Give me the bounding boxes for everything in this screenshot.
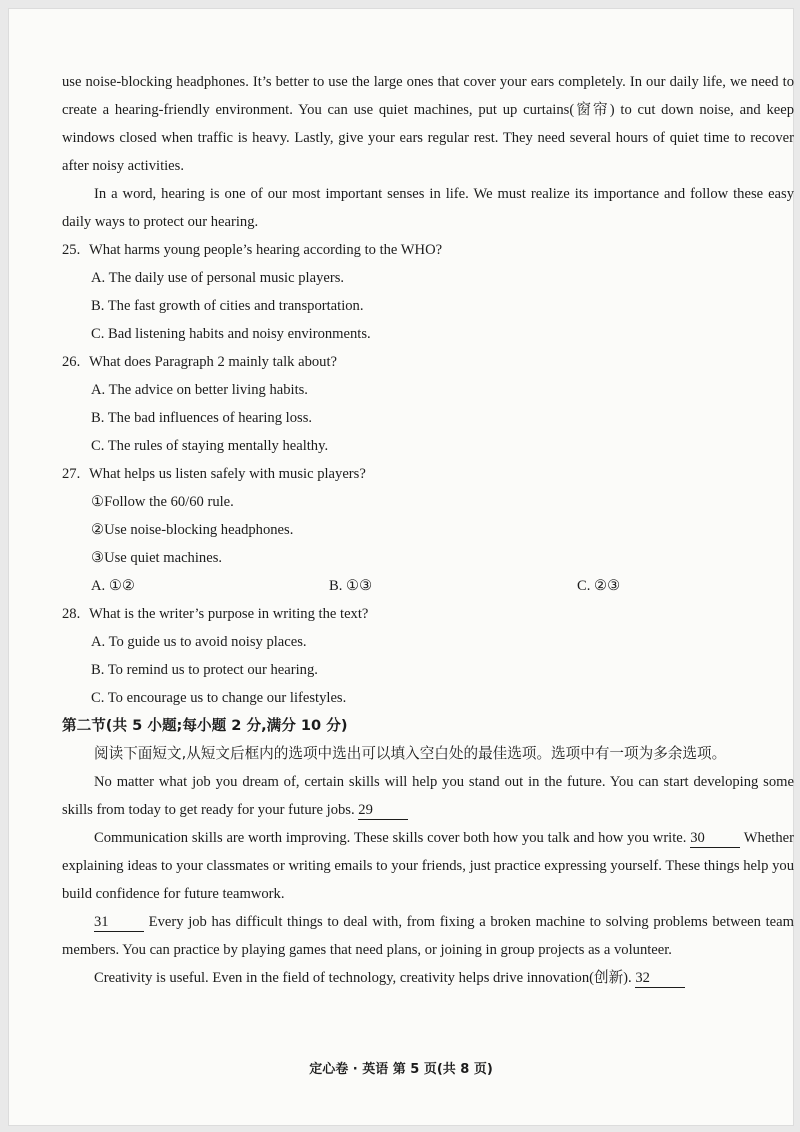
option-a: A. The daily use of personal music players. [91,270,345,286]
section-title: 第二节(共 5 小题;每小题 2 分,满分 10 分) [62,717,348,734]
option-c: C. ②③ [577,578,621,594]
question-number: 25. [62,242,81,258]
question-number: 27. [62,466,81,482]
question-number: 26. [62,354,81,370]
exam-page [8,8,794,1126]
option-c: C. The rules of staying mentally healthy. [91,438,329,454]
question-stem: What harms young people’s hearing according to the WHO? [89,242,443,258]
question-25 [62,236,794,348]
page-footer: 定心卷 · 英语 第 5 页(共 8 页) [309,1062,493,1077]
blank-30: 30 [690,829,740,848]
blank-32: 32 [635,969,685,988]
option-a: A. The advice on better living habits. [91,382,308,398]
option-c: C. To encourage us to change our lifestyles. [91,690,347,706]
statement-3: ③Use quiet machines. [91,550,223,566]
passage-paragraph: Communication skills are worth improving. These skills cover both how you talk and how you write. 30 Whether explaining ideas to your classmates or writing emails to your friends, just practice expressing yourself. These things help you build confidence for future teamwork. [62,830,794,902]
passage-paragraph: In a word, hearing is one of our most important senses in life. We must realize its importance and follow these easy daily ways to protect our hearing. [62,186,794,230]
question-27 [62,460,794,600]
option-a: A. ①② [91,578,136,594]
option-a: A. To guide us to avoid noisy places. [91,634,307,650]
question-stem: What does Paragraph 2 mainly talk about? [89,354,338,370]
page-content [62,68,794,992]
question-26 [62,348,794,460]
section-instruction: 阅读下面短文,从短文后框内的选项中选出可以填入空白处的最佳选项。选项中有一项为多余选项。 [94,745,727,762]
option-b: B. The fast growth of cities and transportation. [91,298,364,314]
options-row [62,572,794,600]
option-b: B. The bad influences of hearing loss. [91,410,313,426]
option-b: B. To remind us to protect our hearing. [91,662,318,678]
question-number: 28. [62,606,81,622]
option-c: C. Bad listening habits and noisy environments. [91,326,371,342]
blank-29: 29 [358,801,408,820]
statement-2: ②Use noise-blocking headphones. [91,522,294,538]
statement-1: ①Follow the 60/60 rule. [91,494,234,510]
passage-paragraph: use noise-blocking headphones. It’s better to use the large ones that cover your ears completely. In our daily life, we need to create a hearing-friendly environment. You can use quiet machines, put up curtains(窗帘) to cut down noise, and keep windows closed when traffic is heavy. Lastly, give your ears regular rest. They need several hours of quiet time to recover after noisy activities. [62,74,794,174]
option-b: B. ①③ [329,578,373,594]
question-28 [62,600,794,712]
question-stem: What helps us listen safely with music players? [89,466,366,482]
passage-paragraph: 31 Every job has difficult things to deal with, from fixing a broken machine to solving problems between team members. You can practice by playing games that need plans, or joining in group projects as a volunteer. [62,914,794,958]
question-stem: What is the writer’s purpose in writing the text? [89,606,369,622]
passage-paragraph: Creativity is useful. Even in the field of technology, creativity helps drive innovation(创新). 32 [62,964,794,992]
blank-31: 31 [94,913,144,932]
passage-paragraph: No matter what job you dream of, certain skills will help you stand out in the future. You can start developing some skills from today to get ready for your future jobs. 29 [62,774,794,818]
